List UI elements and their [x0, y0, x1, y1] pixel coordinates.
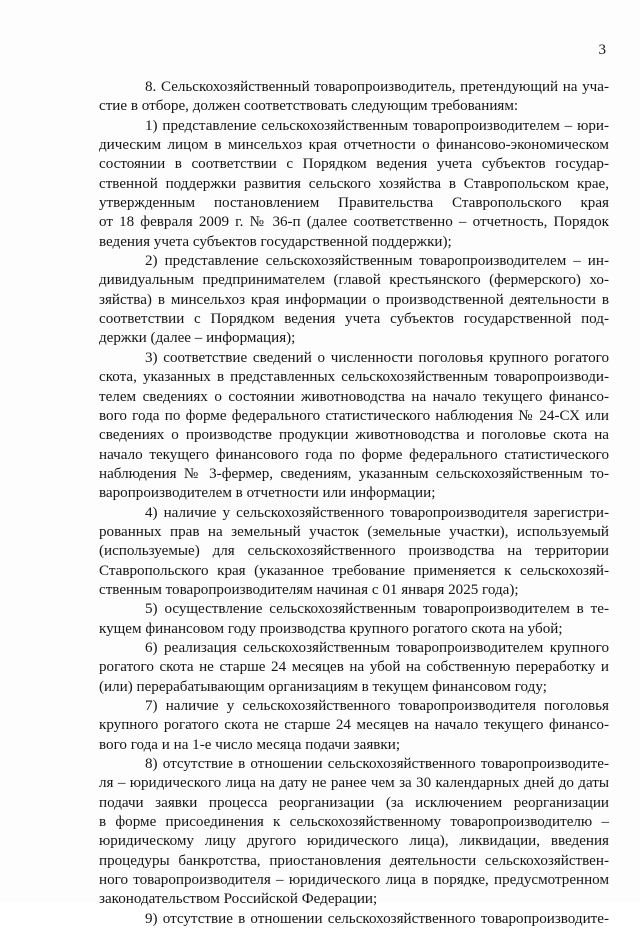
- text-line: держки (далее – информация);: [99, 330, 296, 347]
- text-line: 3) соответствие сведений о численности поголовья крупного рогатого: [145, 349, 609, 366]
- text-line: утвержденным постановлением Правительства Ставропольского края: [99, 195, 609, 212]
- text-line: рованных прав на земельный участок (земельные участки), используемый: [99, 523, 609, 540]
- text-line: 2) представление сельскохозяйственным товаропроизводителем – ин-: [145, 253, 609, 270]
- text-line: ственным товаропроизводителям начиная с 01 января 2025 года);: [99, 581, 519, 598]
- text-line: состоянии в соответствии с Порядком ведения учета субъектов государ-: [99, 156, 609, 173]
- text-line: сведениях о производстве продукции животноводства и поголовье скота на: [99, 427, 609, 444]
- text-line: законодательством Российской Федерации;: [99, 891, 378, 908]
- text-line: дическим лицом в минсельхоз края отчетности о финансово-экономическом: [99, 137, 609, 154]
- text-line: телем сведениях о состоянии животноводства на начало текущего финансо-: [99, 388, 609, 405]
- text-line: дивидуальным предпринимателем (главой крестьянского (фермерского) хо-: [99, 272, 609, 289]
- text-line: соответствии с Порядком ведения учета субъектов государственной под-: [99, 311, 609, 328]
- page-number: 3: [598, 42, 606, 58]
- text-line: (используемые) для сельскохозяйственного производства на территории: [99, 543, 609, 560]
- text-line: Ставропольского края (указанное требование применяется к сельскохозяй-: [99, 562, 609, 579]
- text-line: 6) реализация сельскохозяйственным товаропроизводителем крупного: [145, 639, 609, 656]
- text-line: 8. Сельскохозяйственный товаропроизводитель, претендующий на уча-: [145, 79, 609, 95]
- text-line: вого года и на 1-е число месяца подачи заявки;: [99, 736, 401, 753]
- text-line: ственной поддержки развития сельского хозяйства в Ставропольском крае,: [99, 175, 609, 192]
- text-line: кущем финансовом году производства крупного рогатого скота на убой;: [99, 620, 563, 637]
- text-line: ного товаропроизводителя – юридического лица в порядке, предусмотренном: [99, 872, 609, 889]
- text-line: 1) представление сельскохозяйственным товаропроизводителем – юри-: [145, 117, 609, 134]
- text-line: зяйства) в минсельхоз края информации о производственной деятельности в: [99, 291, 609, 308]
- text-line: (или) перерабатывающим организациям в текущем финансовом году;: [99, 678, 547, 695]
- text-line: рогатого скота не старше 24 месяцев на убой на собственную переработку и: [99, 659, 609, 676]
- text-line: в форме присоединения к сельскохозяйственному товаропроизводителю –: [99, 814, 609, 831]
- body-text: [99, 78, 609, 929]
- text-line: стие в отборе, должен соответствовать следующим требованиям:: [99, 98, 519, 115]
- text-line: подачи заявки процесса реорганизации (за исключением реорганизации: [99, 794, 609, 811]
- text-line: скота, указанных в представленных сельскохозяйственным товаропроизводи-: [99, 369, 609, 386]
- text-line: 5) осуществление сельскохозяйственным товаропроизводителем в те-: [145, 601, 609, 618]
- text-line: варопроизводителем в отчетности или информации;: [99, 485, 436, 502]
- text-line: процедуры банкротства, приостановления деятельности сельскохозяйствен-: [99, 852, 609, 869]
- text-line: от 18 февраля 2009 г. № 36-п (далее соответственно – отчетность, Порядок: [99, 214, 609, 231]
- text-line: юридическому лицу другого юридического лица), ликвидации, введения: [99, 833, 609, 850]
- text-line: крупного рогатого скота не старше 24 месяцев на начало текущего финансо-: [99, 717, 609, 734]
- text-line: ля – юридического лица на дату не ранее чем за 30 календарных дней до даты: [99, 775, 609, 792]
- text-line: ведения учета субъектов государственной поддержки);: [99, 233, 452, 250]
- text-line: 4) наличие у сельскохозяйственного товаропроизводителя зарегистри-: [145, 504, 609, 521]
- text-line: вого года по форме федерального статистического наблюдения № 24-СХ или: [99, 407, 609, 424]
- text-line: наблюдения № 3-фермер, сведениям, указанным сельскохозяйственным то-: [99, 465, 609, 482]
- text-line: 9) отсутствие в отношении сельскохозяйственного товаропроизводите-: [145, 910, 609, 927]
- text-line: начало текущего финансового года по форме федерального статистического: [99, 446, 609, 463]
- text-line: 7) наличие у сельскохозяйственного товаропроизводителя поголовья: [145, 698, 609, 714]
- text-line: 8) отсутствие в отношении сельскохозяйственного товаропроизводите-: [145, 756, 609, 773]
